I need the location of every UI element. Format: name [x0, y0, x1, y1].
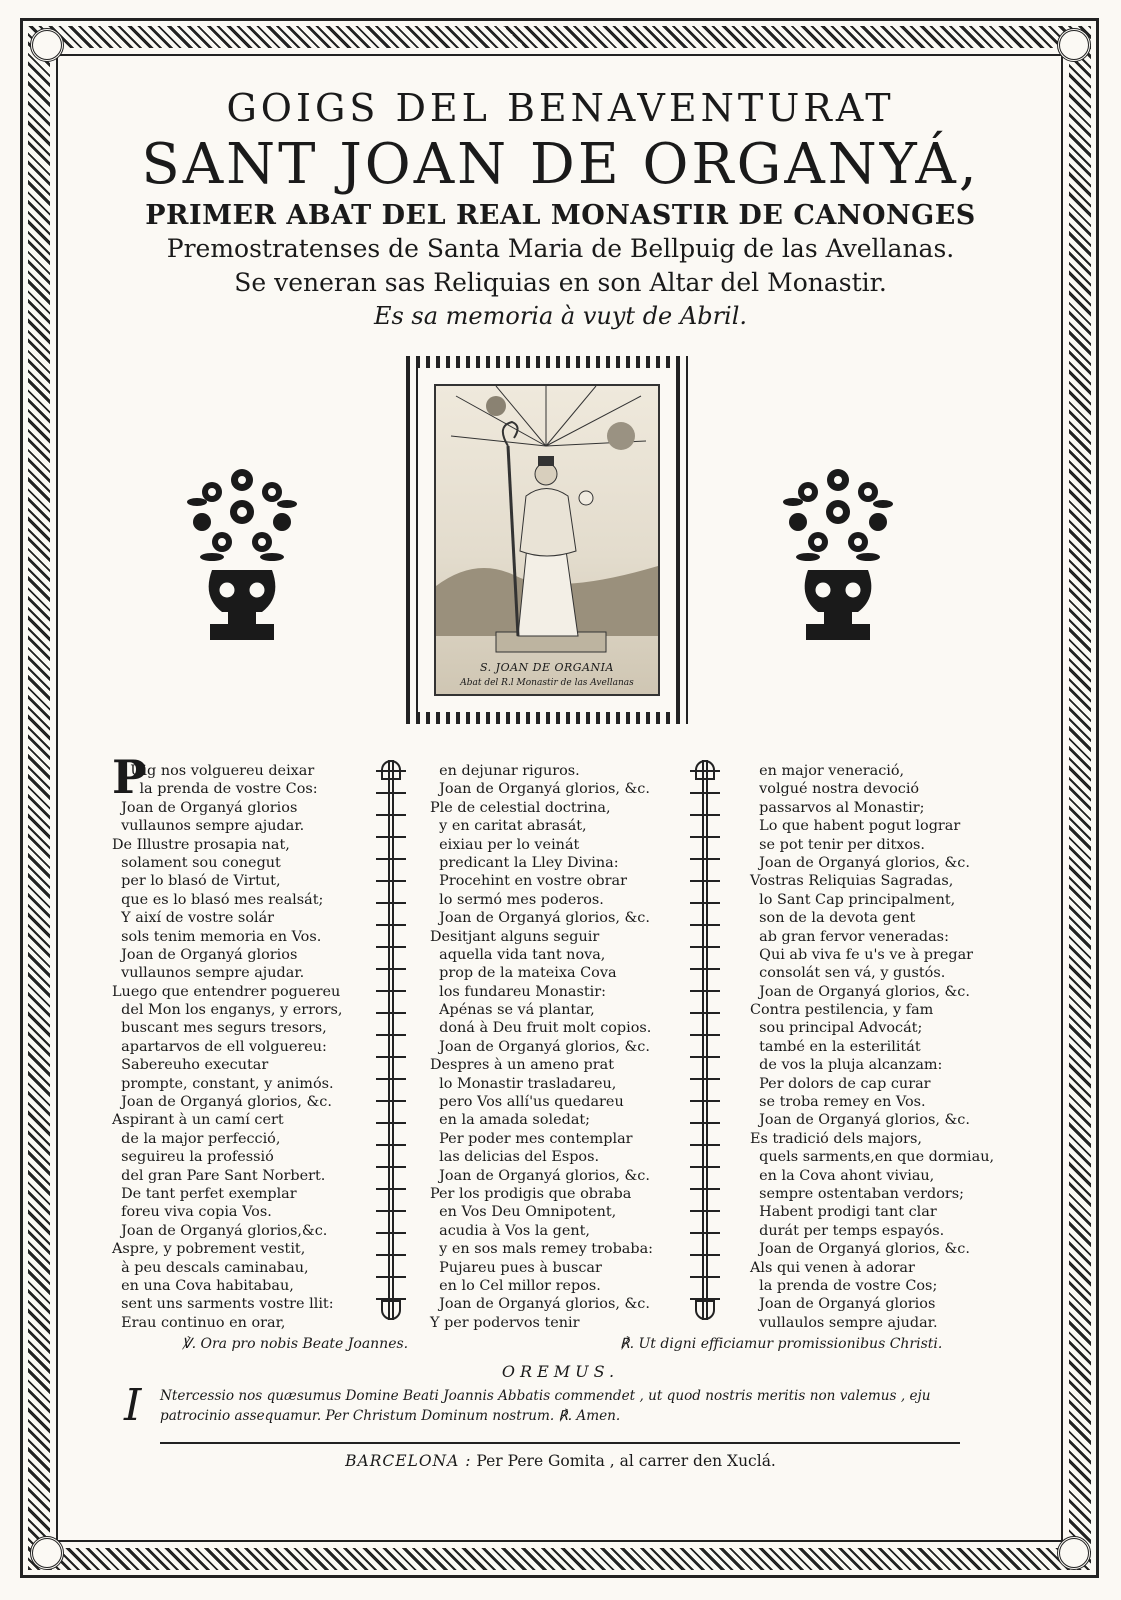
verse-line: volgué nostra devoció — [750, 781, 920, 798]
verse-line: lo sermó mes poderos. — [430, 891, 604, 908]
verse-line: en dejunar riguros. — [430, 763, 580, 779]
engraving-caption: S. JOAN DE ORGANIA — [480, 661, 614, 674]
column-divider — [690, 760, 720, 1320]
corner-ornament — [1057, 28, 1091, 62]
verse-line: Uig nos volguereu deixar — [112, 763, 315, 779]
verse-line: Joan de Organyá glorios, &c. — [750, 854, 970, 871]
verse-line: Despres à un ameno prat — [430, 1057, 614, 1074]
verse-line: Joan de Organyá glorios, &c. — [430, 1167, 650, 1184]
verse-line: Joan de Organyá glorios, &c. — [112, 1094, 332, 1111]
verse-line: Desitjant alguns seguir — [430, 928, 600, 945]
verse-line: Es tradició dels majors, — [750, 1130, 922, 1147]
verse-line: à peu descals caminabau, — [112, 1259, 309, 1276]
verse-line: la prenda de vostre Cos: — [112, 781, 318, 798]
verse-line: lo Monastir trasladareu, — [430, 1075, 617, 1092]
verse-line: per lo blasó de Virtut, — [112, 873, 281, 890]
saint-engraving — [434, 384, 660, 696]
verse-line: son de la devota gent — [750, 910, 916, 927]
verse-line: foreu viva copia Vos. — [112, 1204, 272, 1221]
verse-line: se troba remey en Vos. — [750, 1094, 926, 1111]
verse-line: en una Cova habitabau, — [112, 1277, 294, 1294]
verse-line: sols tenim memoria en Vos. — [112, 928, 322, 945]
verse-line: Joan de Organyá glorios, &c. — [750, 1241, 970, 1258]
verse-line: y en sos mals remey trobaba: — [430, 1241, 654, 1258]
verse-line: aquella vida tant nova, — [430, 946, 606, 963]
verse-line: Contra pestilencia, y fam — [750, 1002, 934, 1019]
corner-ornament — [1057, 1536, 1091, 1570]
imprint-city: BARCELONA : — [345, 1452, 472, 1470]
title-line-3: PRIMER ABAT DEL REAL MONASTIR DE CANONGES — [145, 200, 976, 231]
title-line-6: Es sa memoria à vuyt de Abril. — [373, 302, 748, 330]
verse-line: Pujareu pues à buscar — [430, 1259, 602, 1276]
prayer-line-1: Ntercessio nos quæsumus Domine Beati Joannis Abbatis commendet , ut quod nostris meritis non valemus , eju — [160, 1388, 931, 1404]
verse-line: eixiau per lo veinát — [430, 836, 580, 853]
verse-line: Luego que entendrer poguereu — [112, 983, 341, 1000]
verse-line: del gran Pare Sant Norbert. — [112, 1167, 326, 1184]
verse-line: Joan de Organyá glorios, &c. — [750, 983, 970, 1000]
corner-ornament — [30, 28, 64, 62]
verse-line: se pot tenir per ditxos. — [750, 836, 925, 853]
verse-line: Per poder mes contemplar — [430, 1130, 633, 1147]
verse-line: quels sarments,en que dormiau, — [750, 1149, 995, 1166]
title-line-2: SANT JOAN DE ORGANYÁ, — [141, 132, 980, 197]
verse-line: Y per podervos tenir — [430, 1314, 580, 1331]
verse-line: Aspre, y pobrement vestit, — [112, 1241, 306, 1258]
verse-line: seguireu la professió — [112, 1149, 274, 1166]
verse-line: passarvos al Monastir; — [750, 799, 925, 816]
verse-line: Per los prodigis que obraba — [430, 1185, 632, 1202]
verse-line: en la amada soledat; — [430, 1112, 591, 1129]
verse-line: Joan de Organyá glorios — [112, 946, 298, 963]
verse-line: Qui ab viva fe u's ve à pregar — [750, 946, 974, 963]
verse-line: predicant la Lley Divina: — [430, 854, 619, 871]
verse-line: sou principal Advocát; — [750, 1020, 923, 1037]
verse-line: Joan de Organyá glorios, &c. — [430, 1296, 650, 1313]
verse-line: sempre ostentaban verdors; — [750, 1185, 965, 1202]
verse-line: Vostras Reliquias Sagradas, — [750, 873, 954, 890]
verse-line: lo Sant Cap principalment, — [750, 891, 956, 908]
saint-figure-icon — [436, 386, 658, 694]
verse-line: de vos la pluja alcanzam: — [750, 1057, 943, 1074]
verse-column-2 — [430, 762, 680, 1332]
verse-line: Joan de Organyá glorios, &c. — [430, 910, 650, 927]
title-line-5: Se veneran sas Reliquias en son Altar del Monastir. — [234, 268, 887, 297]
prayer-initial: I — [124, 1380, 142, 1431]
verse-line: los fundareu Monastir: — [430, 983, 607, 1000]
verse-line: Joan de Organyá glorios — [750, 1296, 936, 1313]
engraving-subcaption: Abat del R.l Monastir de las Avellanas — [460, 678, 634, 688]
verse-line: Aspirant à un camí cert — [112, 1112, 284, 1129]
verse-line: De Illustre prosapia nat, — [112, 836, 290, 853]
verse-line: y en caritat abrasát, — [430, 818, 587, 835]
verse-line: prompte, constant, y animós. — [112, 1075, 334, 1092]
verse-line: Ple de celestial doctrina, — [430, 799, 611, 816]
horizontal-rule — [160, 1442, 960, 1444]
corner-ornament — [30, 1536, 64, 1570]
verse-line: solament sou conegut — [112, 854, 281, 871]
verse-line: Joan de Organyá glorios,&c. — [112, 1222, 328, 1239]
verse-line: sent uns sarments vostre llit: — [112, 1296, 334, 1313]
verse-line: vullaunos sempre ajudar. — [112, 818, 305, 835]
column-divider — [376, 760, 406, 1320]
verse-line: la prenda de vostre Cos; — [750, 1277, 938, 1294]
verse-line: prop de la mateixa Cova — [430, 965, 617, 982]
verse-line: Procehint en vostre obrar — [430, 873, 627, 890]
verse-line: ab gran fervor veneradas: — [750, 928, 949, 945]
verse-column-3 — [750, 762, 1000, 1332]
verse-line: apartarvos de ell volguereu: — [112, 1038, 327, 1055]
verse-line: durát per temps espayós. — [750, 1222, 945, 1239]
verse-line: de la major perfecció, — [112, 1130, 281, 1147]
verse-line: vullaunos sempre ajudar. — [112, 965, 305, 982]
verse-line: Sabereuho executar — [112, 1057, 269, 1074]
verse-line: Joan de Organyá glorios, &c. — [750, 1112, 970, 1129]
verse-line: Erau continuo en orar, — [112, 1314, 286, 1331]
verse-line: Als qui venen à adorar — [750, 1259, 915, 1276]
verse-line: las delicias del Espos. — [430, 1149, 600, 1166]
verse-line: Habent prodigi tant clar — [750, 1204, 937, 1221]
flower-vase-icon — [182, 462, 302, 644]
verse-line: consolát sen vá, y gustós. — [750, 965, 946, 982]
oremus-heading: OREMUS. — [501, 1362, 620, 1381]
imprint — [0, 1452, 1121, 1470]
title-line-4: Premostratenses de Santa Maria de Bellpuig de las Avellanas. — [166, 234, 955, 263]
prayer-line-2: patrocinio assequamur. Per Christum Dominum nostrum. ℟. Amen. — [160, 1408, 621, 1424]
verse-line: doná à Deu fruit molt copios. — [430, 1020, 652, 1037]
verse-line: vullaulos sempre ajudar. — [750, 1314, 938, 1331]
verse-line: en Vos Deu Omnipotent, — [430, 1204, 617, 1221]
verse-column-1 — [112, 762, 362, 1332]
verse-line: Y així de vostre solár — [112, 910, 275, 927]
verse-line: en la Cova ahont viviau, — [750, 1167, 935, 1184]
verse-line: Joan de Organyá glorios — [112, 799, 298, 816]
drop-cap: P — [112, 750, 147, 804]
imprint-text: Per Pere Gomita , al carrer den Xuclá. — [471, 1452, 776, 1470]
verse-line: Per dolors de cap curar — [750, 1075, 931, 1092]
flower-vase-icon — [778, 462, 898, 644]
verse-line: en lo Cel millor repos. — [430, 1277, 601, 1294]
verse-line: pero Vos allí'us quedareu — [430, 1094, 624, 1111]
verse-line: també en la esterilitát — [750, 1038, 921, 1055]
verse-line: De tant perfet exemplar — [112, 1185, 297, 1202]
verse-line: Joan de Organyá glorios, &c. — [430, 1038, 650, 1055]
title-line-1: GOIGS DEL BENAVENTURAT — [226, 86, 895, 130]
verse-line: buscant mes segurs tresors, — [112, 1020, 327, 1037]
verse-line: acudia à Vos la gent, — [430, 1222, 590, 1239]
verse-line: en major veneració, — [750, 763, 905, 779]
verse-line: que es lo blasó mes realsát; — [112, 891, 324, 908]
verse-line: Joan de Organyá glorios, &c. — [430, 781, 650, 798]
verse-line: Apénas se vá plantar, — [430, 1002, 595, 1019]
verse-line: Lo que habent pogut lograr — [750, 818, 961, 835]
response: ℟. Ut digni efficiamur promissionibus Christi. — [620, 1336, 943, 1352]
versicle: ℣. Ora pro nobis Beate Joannes. — [182, 1336, 409, 1352]
verse-line: del Mon los enganys, y errors, — [112, 1002, 343, 1019]
